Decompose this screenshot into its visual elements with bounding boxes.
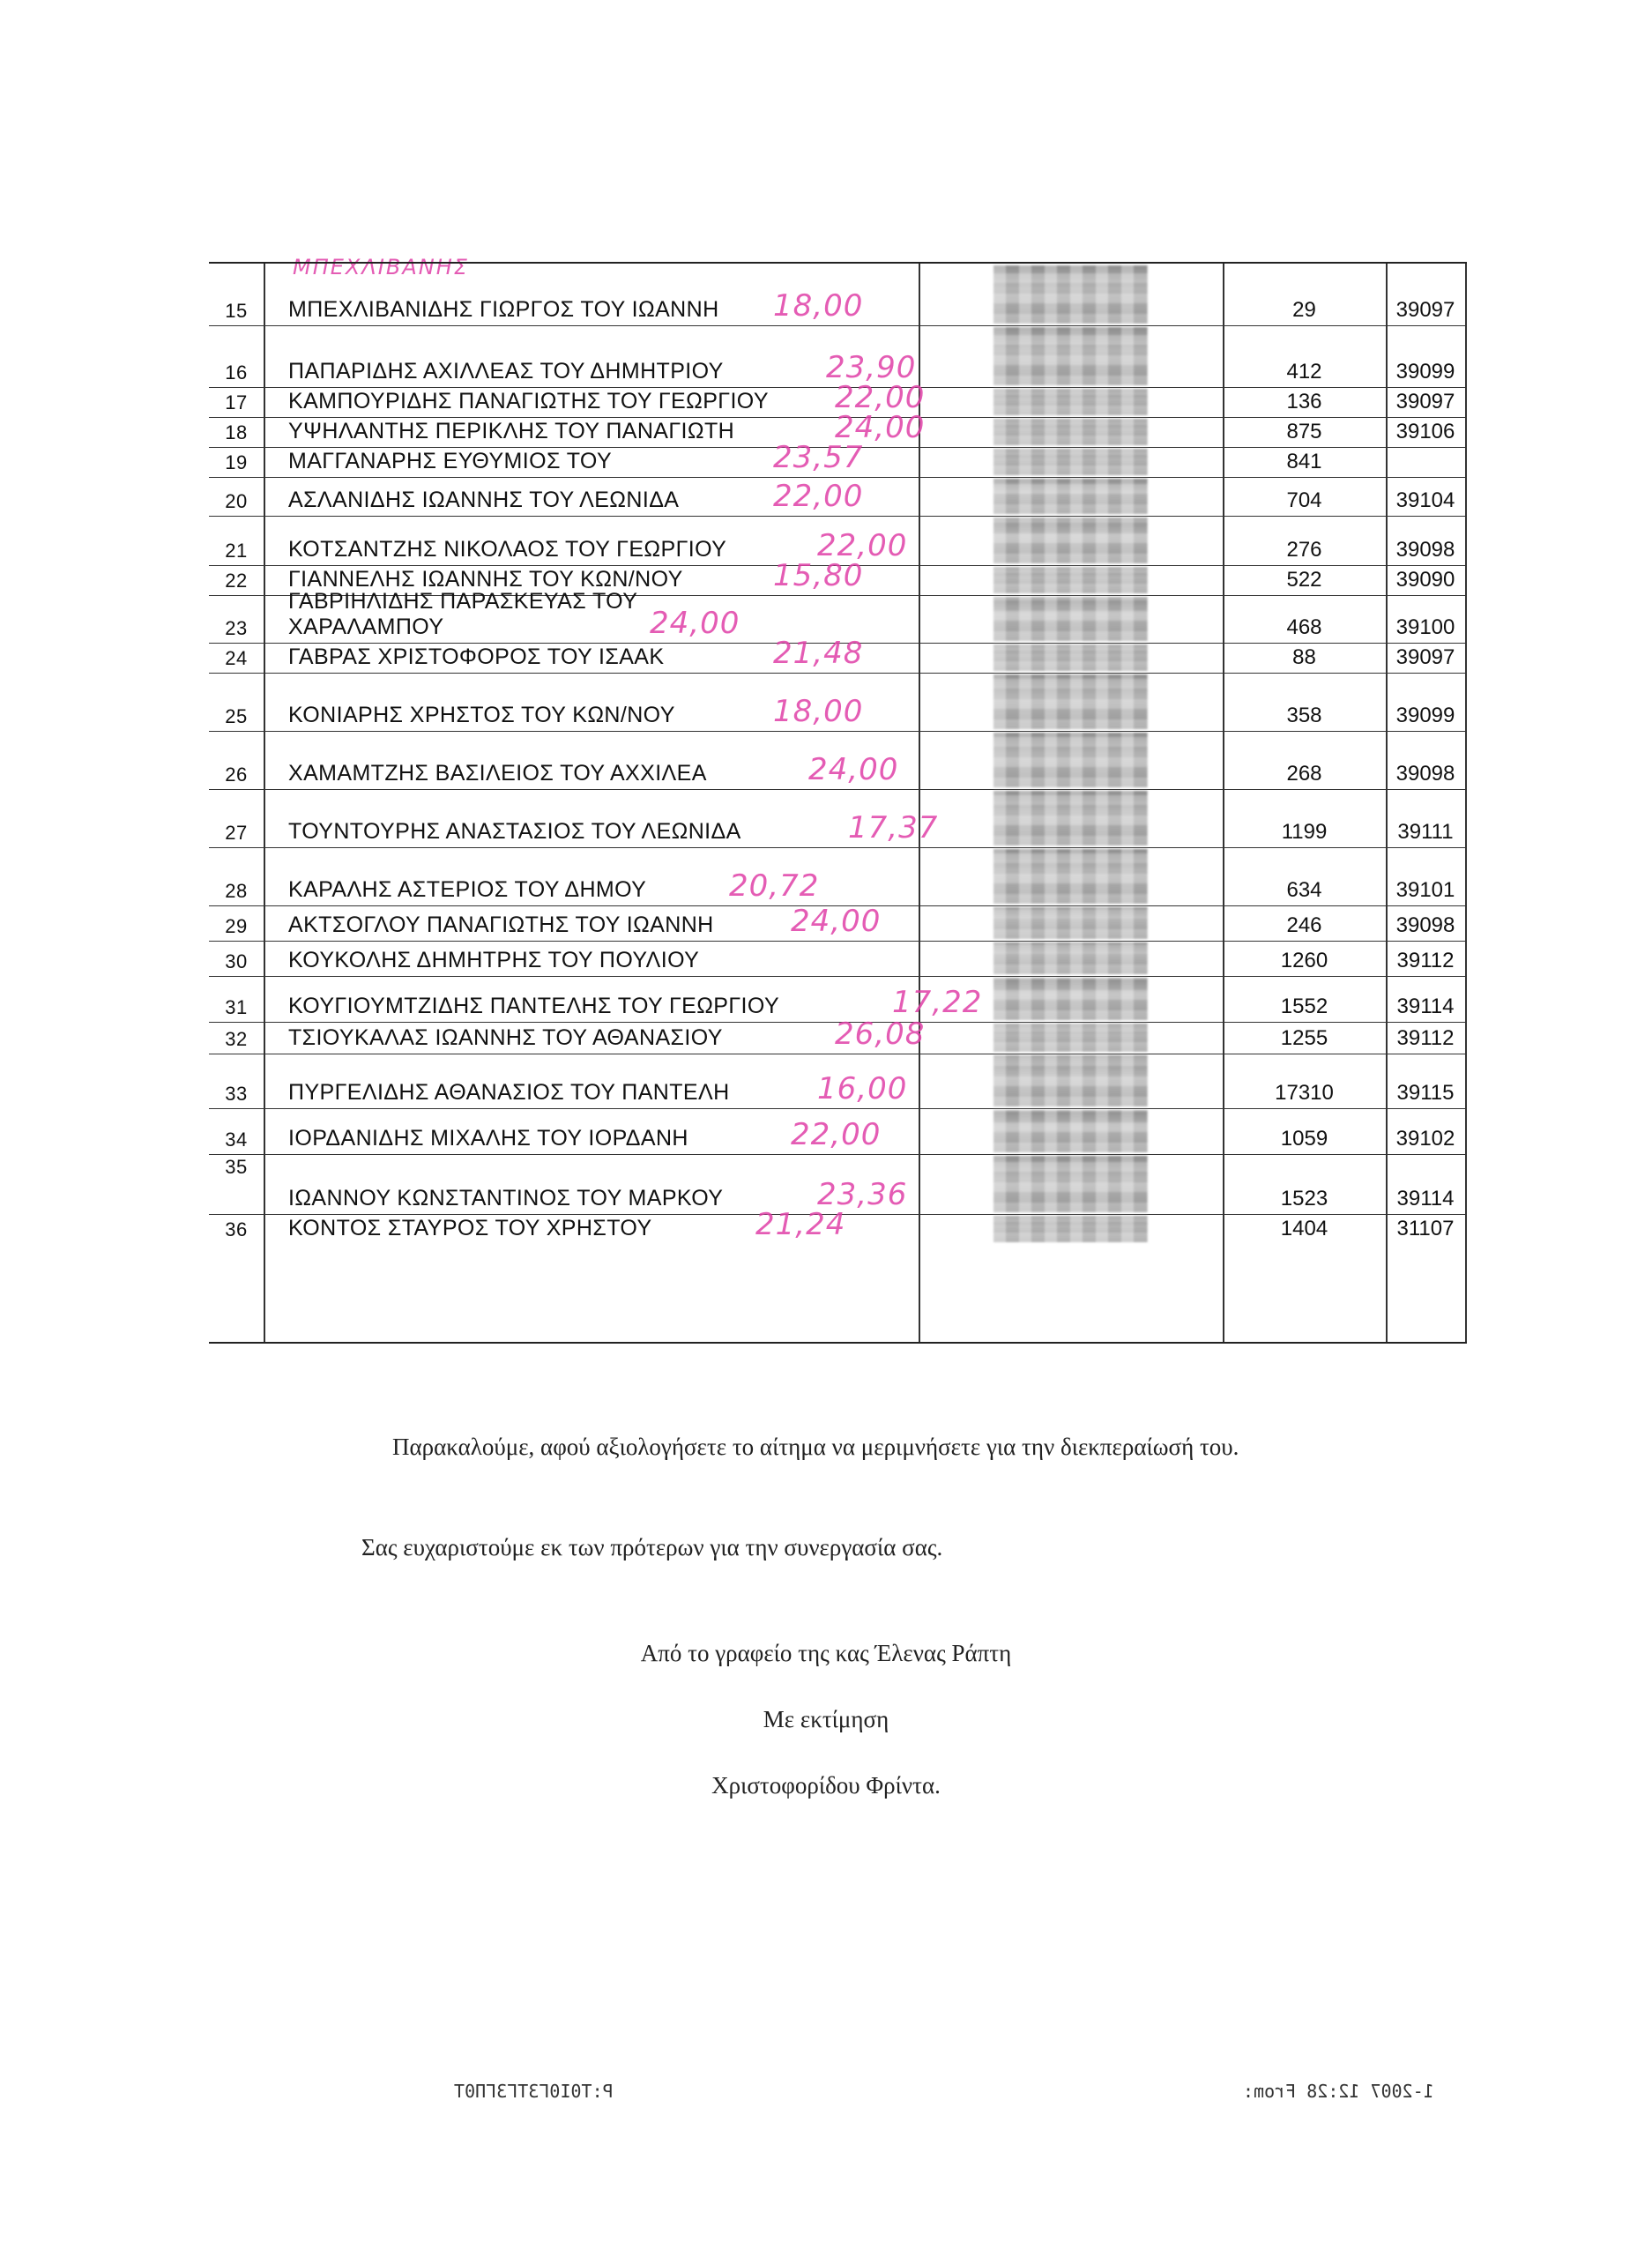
applicant-name-text: ΚΟΝΤΟΣ ΣΤΑΥΡΟΣ ΤΟΥ ΧΡΗΣΤΟΥ: [288, 1216, 652, 1240]
redacted-block: [993, 327, 1148, 385]
row-number: 32: [225, 1028, 248, 1050]
applicant-name-text: ΧΑΜΑΜΤΖΗΣ ΒΑΣΙΛΕΙΟΣ ΤΟΥ ΑΧΧΙΛΕΑ: [288, 761, 707, 786]
applicant-name: [288, 761, 707, 786]
handwritten-score: 23,57: [773, 440, 864, 475]
applicants-table: [209, 262, 1467, 1344]
redacted-block: [993, 978, 1148, 1020]
applicant-name: [288, 1126, 688, 1151]
row-number: 35: [225, 1156, 248, 1178]
redacted-block: [993, 265, 1148, 324]
row-number: 25: [225, 705, 248, 727]
applicant-name-text: ΤΣΙΟΥΚΑΛΑΣ ΙΩΑΝΝΗΣ ΤΟΥ ΑΘΑΝΑΣΙΟΥ: [288, 1025, 723, 1050]
redacted-block: [993, 449, 1148, 475]
reference-number: 39097: [1395, 645, 1455, 669]
applicant-name: [288, 449, 612, 474]
row-number: 26: [225, 764, 248, 786]
redacted-block: [993, 942, 1148, 974]
redacted-block: [993, 1055, 1148, 1106]
table-row: [209, 731, 1467, 790]
protocol-number: 412: [1286, 360, 1322, 384]
protocol-number: 1523: [1280, 1187, 1328, 1210]
applicant-name: [288, 1186, 723, 1211]
handwritten-score: 17,22: [892, 985, 983, 1020]
handwritten-score: 21,48: [773, 636, 864, 671]
protocol-number: 88: [1292, 645, 1316, 669]
redacted-block: [993, 479, 1148, 514]
table-row: [209, 1207, 1467, 1244]
protocol-number: 246: [1286, 913, 1322, 937]
row-number: 30: [225, 950, 248, 972]
table-row: [209, 1154, 1467, 1215]
redacted-block: [993, 518, 1148, 563]
applicant-name: [288, 1216, 652, 1241]
row-number: 22: [225, 570, 248, 592]
applicant-name: [288, 589, 637, 640]
redacted-block: [993, 389, 1148, 415]
handwritten-score: 22,00: [773, 479, 864, 514]
row-number: 28: [225, 880, 248, 902]
reference-number: 31107: [1396, 1217, 1455, 1240]
table-row: [209, 636, 1467, 674]
row-number: 36: [225, 1218, 248, 1240]
reference-number: 39112: [1396, 1026, 1455, 1050]
applicant-name: [288, 644, 664, 670]
table-row: [209, 905, 1467, 942]
handwritten-score: 23,90: [826, 350, 917, 385]
protocol-number: 704: [1286, 488, 1322, 512]
handwritten-surname-note: ΜΠΕΧΛΙΒΑΝΗΣ: [293, 255, 469, 279]
handwritten-score: 20,72: [729, 868, 820, 904]
applicant-name-text: ΜΑΓΓΑΝΑΡΗΣ ΕΥΘΥΜΙΟΣ ΤΟΥ: [288, 449, 613, 473]
reference-number: 39097: [1395, 390, 1455, 413]
applicant-name: [288, 389, 769, 414]
applicant-name-text: ΙΩΑΝΝΟΥ ΚΩΝΣΤΑΝΤΙΝΟΣ ΤΟΥ ΜΑΡΚΟΥ: [288, 1186, 724, 1210]
applicant-name-text: ΑΣΛΑΝΙΔΗΣ ΙΩΑΝΝΗΣ ΤΟΥ ΛΕΩΝΙΔΑ: [288, 488, 680, 512]
handwritten-score: 21,24: [755, 1207, 846, 1242]
applicant-name-text: ΓΑΒΡΑΣ ΧΡΙΣΤΟΦΟΡΟΣ ΤΟΥ ΙΣΑΑΚ: [288, 644, 665, 669]
applicant-name-text: ΚΟΤΣΑΝΤΖΗΣ ΝΙΚΟΛΑΟΣ ΤΟΥ ΓΕΩΡΓΙΟΥ: [288, 537, 727, 562]
reference-number: 39099: [1395, 360, 1455, 384]
handwritten-score: 22,00: [835, 380, 926, 415]
row-number: 15: [225, 300, 248, 322]
protocol-number: 268: [1286, 762, 1322, 786]
table-row: [209, 847, 1467, 906]
applicant-name: [288, 419, 734, 444]
handwritten-score: 24,00: [808, 752, 899, 787]
handwritten-score: 16,00: [817, 1071, 908, 1106]
row-number: 16: [225, 361, 248, 384]
reference-number: 39097: [1395, 298, 1455, 322]
row-number: 29: [225, 915, 248, 937]
handwritten-score: 23,36: [817, 1177, 908, 1212]
row-number: 27: [225, 822, 248, 844]
applicant-name: [288, 1080, 730, 1106]
protocol-number: 841: [1286, 450, 1322, 473]
protocol-number: 1059: [1280, 1127, 1328, 1151]
request-paragraph: Παρακαλούμε, αφού αξιολογήσετε το αίτημα να μεριμνήσετε για την διεκπεραίωσή του.: [392, 1434, 1239, 1460]
applicant-name-text: ΚΑΡΑΛΗΣ ΑΣΤΕΡΙΟΣ ΤΟΥ ΔΗΜΟΥ: [288, 877, 647, 902]
handwritten-score: 15,80: [773, 558, 864, 593]
table-row: [209, 789, 1467, 848]
reference-number: 39106: [1395, 420, 1455, 443]
table-row: [209, 1108, 1467, 1155]
table-row: [209, 325, 1467, 388]
protocol-number: 468: [1286, 615, 1322, 639]
handwritten-score: 18,00: [773, 288, 864, 324]
handwritten-score: 24,00: [650, 606, 740, 641]
redacted-block: [993, 907, 1148, 939]
handwritten-score: 24,00: [791, 904, 882, 939]
reference-number: 39102: [1395, 1127, 1455, 1151]
redacted-block: [993, 597, 1148, 641]
redacted-block: [993, 849, 1148, 904]
applicant-name-text: ΠΑΠΑΡΙΔΗΣ ΑΧΙΛΛΕΑΣ ΤΟΥ ΔΗΜΗΤΡΙΟΥ: [288, 359, 724, 384]
applicant-name-text: ΥΨΗΛΑΝΤΗΣ ΠΕΡΙΚΛΗΣ ΤΟΥ ΠΑΝΑΓΙΩΤΗ: [288, 419, 735, 443]
applicant-name-text: ΠΥΡΓΕΛΙΔΗΣ ΑΘΑΝΑΣΙΟΣ ΤΟΥ ΠΑΝΤΕΛΗ: [288, 1080, 730, 1105]
redacted-block: [993, 733, 1148, 787]
table-row: [209, 264, 1467, 326]
table-row: [209, 941, 1467, 977]
applicant-name: [288, 703, 675, 728]
reference-number: 39114: [1396, 1187, 1455, 1210]
fax-footer-right: 1-2007 12:28 From:: [1243, 2081, 1434, 2102]
applicant-name: [288, 994, 779, 1019]
row-number: 18: [225, 421, 248, 443]
table-row: [209, 477, 1467, 517]
redacted-block: [993, 1024, 1148, 1052]
row-number: 19: [225, 451, 248, 473]
table-row: [209, 1017, 1467, 1054]
handwritten-score: 17,37: [848, 810, 939, 845]
redacted-block: [993, 791, 1148, 845]
reference-number: 39115: [1396, 1081, 1455, 1105]
row-number: 24: [225, 647, 248, 669]
signature-office-line: Από το γραφείο της κας Έλενας Ράπτη: [640, 1640, 1012, 1666]
fax-footer-left: Ρ:Τ0Ι0Γ3ΤΓ3ΓΠ0Τ: [454, 2081, 614, 2102]
protocol-number: 522: [1286, 568, 1322, 592]
reference-number: 39100: [1395, 615, 1455, 639]
applicant-name: [288, 297, 719, 323]
applicant-name-text: ΑΚΤΣΟΓΛΟΥ ΠΑΝΑΓΙΩΤΗΣ ΤΟΥ ΙΩΑΝΝΗ: [288, 912, 714, 937]
protocol-number: 1260: [1280, 949, 1328, 972]
applicant-name: [288, 1025, 723, 1051]
protocol-number: 875: [1286, 420, 1322, 443]
applicant-name-text: ΚΟΥΚΟΛΗΣ ΔΗΜΗΤΡΗΣ ΤΟΥ ΠΟΥΛΙΟΥ: [288, 948, 700, 972]
reference-number: 39104: [1395, 488, 1455, 512]
applicant-name-text: ΚΑΜΠΟΥΡΙΔΗΣ ΠΑΝΑΓΙΩΤΗΣ ΤΟΥ ΓΕΩΡΓΙΟΥ: [288, 389, 769, 413]
protocol-number: 1255: [1280, 1026, 1328, 1050]
applicant-name: [288, 912, 714, 938]
signature-regards-line: Με εκτίμηση: [763, 1706, 889, 1732]
applicant-name-text: ΤΟΥΝΤΟΥΡΗΣ ΑΝΑΣΤΑΣΙΟΣ ΤΟΥ ΛΕΩΝΙΔΑ: [288, 819, 741, 844]
handwritten-score: 22,00: [791, 1117, 882, 1152]
applicant-name: [288, 537, 726, 562]
redacted-block: [993, 1156, 1148, 1212]
row-number: 17: [225, 391, 248, 413]
reference-number: 39090: [1395, 568, 1455, 592]
reference-number: 39112: [1396, 949, 1455, 972]
applicant-name: [288, 819, 741, 845]
reference-number: 39099: [1395, 704, 1455, 727]
redacted-block: [993, 1110, 1148, 1152]
protocol-number: 1199: [1281, 820, 1328, 844]
reference-number: 39114: [1396, 994, 1455, 1018]
protocol-number: 634: [1286, 878, 1322, 902]
row-number: 21: [225, 540, 248, 562]
redacted-block: [993, 419, 1148, 445]
redacted-block: [993, 644, 1148, 671]
protocol-number: 17310: [1275, 1081, 1334, 1105]
applicant-name-text: ΧΑΡΑΛΑΜΠΟΥ: [288, 615, 444, 639]
thanks-paragraph: Σας ευχαριστούμε εκ των πρότερων για την συνεργασία σας.: [361, 1534, 943, 1561]
signature-name-line: Χριστοφορίδου Φρίντα.: [711, 1772, 941, 1799]
row-number: 23: [225, 617, 248, 639]
protocol-number: 358: [1286, 704, 1322, 727]
applicant-name: [288, 359, 724, 384]
redacted-block: [993, 567, 1148, 593]
applicant-name-text: ΚΟΝΙΑΡΗΣ ΧΡΗΣΤΟΣ ΤΟΥ ΚΩΝ/ΝΟΥ: [288, 703, 675, 727]
reference-number: 39098: [1395, 762, 1455, 786]
applicant-name: [288, 877, 646, 903]
redacted-block: [993, 674, 1148, 729]
applicant-name-text: ΙΟΡΔΑΝΙΔΗΣ ΜΙΧΑΛΗΣ ΤΟΥ ΙΟΡΔΑΝΗ: [288, 1126, 688, 1151]
protocol-number: 1552: [1280, 994, 1328, 1018]
handwritten-score: 22,00: [817, 528, 908, 563]
reference-number: 39101: [1395, 878, 1455, 902]
applicant-name-text: ΓΙΑΝΝΕΛΗΣ ΙΩΑΝΝΗΣ ΤΟΥ ΚΩΝ/ΝΟΥ: [288, 567, 683, 592]
protocol-number: 136: [1286, 390, 1322, 413]
protocol-number: 29: [1292, 298, 1316, 322]
protocol-number: 276: [1286, 538, 1322, 562]
applicant-name-text: ΚΟΥΓΙΟΥΜΤΖΙΔΗΣ ΠΑΝΤΕΛΗΣ ΤΟΥ ΓΕΩΡΓΙΟΥ: [288, 994, 780, 1018]
row-number: 31: [225, 996, 248, 1018]
table-row: [209, 673, 1467, 732]
reference-number: 39098: [1395, 913, 1455, 937]
handwritten-score: 24,00: [835, 410, 926, 445]
applicant-name-line1: ΓΑΒΡΙΗΛΙΔΗΣ ΠΑΡΑΣΚΕΥΑΣ ΤΟΥ: [288, 589, 638, 614]
reference-number: 39098: [1395, 538, 1455, 562]
table-row: [209, 440, 1467, 478]
reference-number: 39111: [1397, 820, 1454, 844]
row-number: 20: [225, 490, 248, 512]
applicant-name-text: ΜΠΕΧΛΙΒΑΝΙΔΗΣ ΓΙΩΡΓΟΣ ΤΟΥ ΙΩΑΝΝΗ: [288, 297, 719, 322]
row-number: 34: [225, 1128, 248, 1151]
applicant-name: [288, 488, 679, 513]
handwritten-score: 26,08: [835, 1017, 926, 1052]
redacted-block: [993, 1216, 1148, 1242]
handwritten-score: 18,00: [773, 694, 864, 729]
table-row: [209, 1054, 1467, 1109]
applicant-name: [288, 948, 699, 973]
row-number: 33: [225, 1083, 248, 1105]
protocol-number: 1404: [1280, 1217, 1328, 1240]
